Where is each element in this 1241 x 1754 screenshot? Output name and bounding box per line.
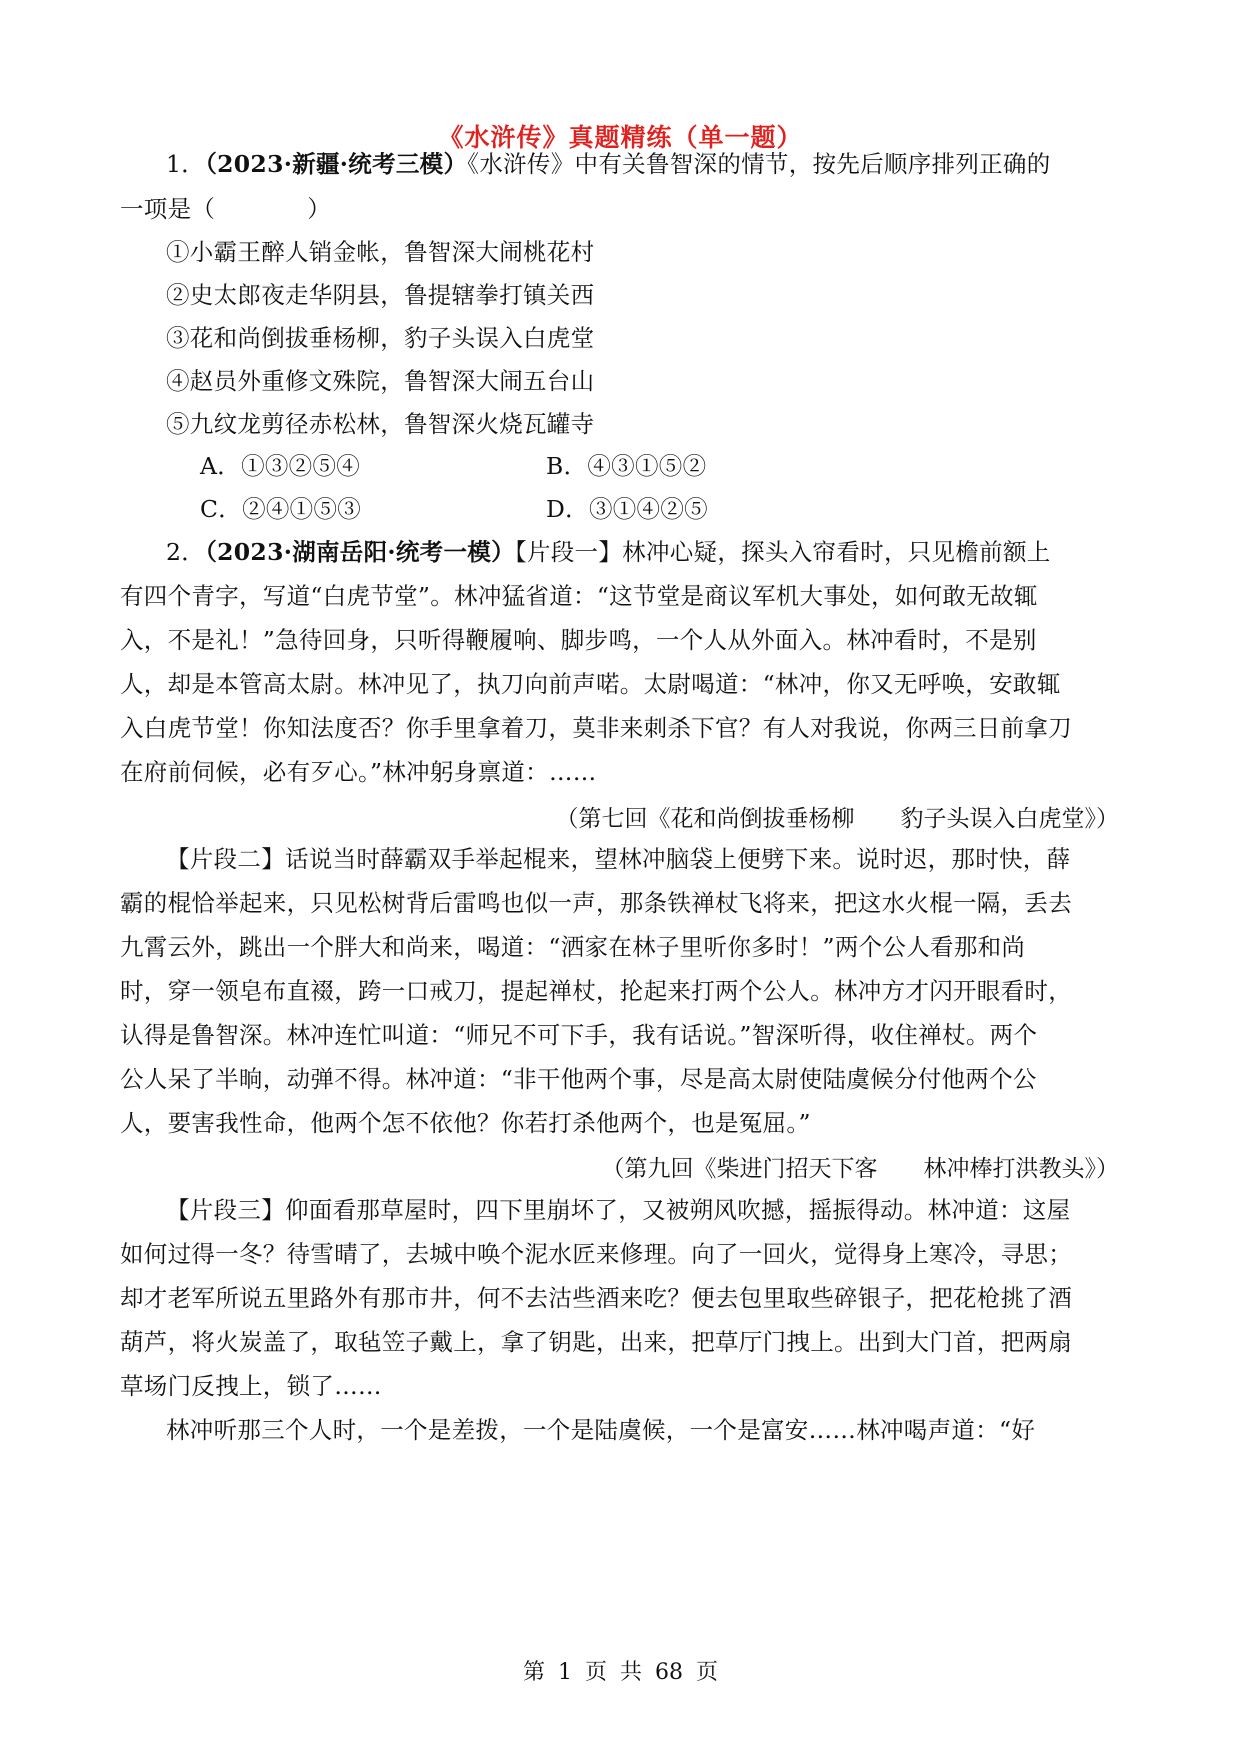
passage-line: 却才老军所说五里路外有那市井，何不去沽些酒来吃？便去包里取些碎银子，把花枪挑了酒: [120, 1284, 1072, 1312]
passage-source: （第七回《花和尚倒拔垂杨柳 豹子头误入白虎堂》）: [555, 806, 1119, 832]
q1-item: ②史太郎夜走华阴县，鲁提辖拳打镇关西: [166, 281, 595, 309]
passage-line: 认得是鲁智深。林冲连忙叫道：“师兄不可下手，我有话说。”智深听得，收住禅杖。两个: [120, 1021, 1038, 1049]
passage-line: 林冲听那三个人时，一个是差拨，一个是陆虞候，一个是富安……林冲喝声道：“好: [166, 1416, 1036, 1444]
q1-option-d: D．③①④②⑤: [546, 495, 708, 523]
q1-option-c: C．②④①⑤③: [200, 495, 362, 523]
passage-line: 人，要害我性命，他两个怎不依他？你若打杀他两个，也是冤屈。”: [120, 1109, 811, 1137]
passage-line: 入白虎节堂！你知法度否？你手里拿着刀，莫非来刺杀下官？有人对我说，你两三日前拿刀: [120, 714, 1072, 742]
q1-item: ④赵员外重修文殊院，鲁智深大闹五台山: [166, 367, 595, 395]
q2-passage1-text: 【片段一】林冲心疑，探头入帘看时，只见檐前额上: [514, 538, 1051, 566]
passage-line: 九霄云外，跳出一个胖大和尚来，喝道：“洒家在林子里听你多时！”两个公人看那和尚: [120, 933, 1026, 961]
passage-line: 公人呆了半晌，动弹不得。林冲道：“非干他两个事，尽是高太尉使陆虞候分付他两个公: [120, 1065, 1037, 1093]
q1-stem-line-2: [120, 193, 331, 225]
passage-line: 有四个青字，写道“白虎节堂”。林冲猛省道：“这节堂是商议军机大事处，如何敢无故辄: [120, 582, 1038, 610]
page-footer: 第 1 页 共 68 页: [523, 1660, 718, 1685]
q1-number: 1．: [166, 150, 206, 178]
passage-line: 时，穿一领皂布直裰，跨一口戒刀，提起禅杖，抡起来打两个公人。林冲方才闪开眼看时，: [120, 977, 1072, 1005]
passage-line: 在府前伺候，必有歹心。”林冲躬身禀道：……: [120, 758, 597, 786]
passage-line: 入，不是礼！”急待回身，只听得鞭履响、脚步鸣，一个人从外面入。林冲看时，不是别: [120, 626, 1037, 654]
passage-line: 草场门反拽上，锁了……: [120, 1372, 382, 1400]
passage-line: 葫芦，将火炭盖了，取毡笠子戴上，拿了钥匙，出来，把草厅门拽上。出到大门首，把两扇: [120, 1328, 1072, 1356]
q1-option-a: A．①③②⑤④: [200, 452, 361, 480]
q1-stem-line: [166, 148, 1051, 180]
q1-item: ①小霸王醉人销金帐，鲁智深大闹桃花村: [166, 238, 595, 266]
q1-item: ⑤九纹龙剪径赤松林，鲁智深火烧瓦罐寺: [166, 410, 595, 438]
passage-line: 霸的棍恰举起来，只见松树背后雷鸣也似一声，那条铁禅杖飞将来，把这水火棍一隔，丢去: [120, 889, 1072, 917]
passage-line: 如何过得一冬？待雪晴了，去城中唤个泥水匠来修理。向了一回火，觉得身上寒冷，寻思；: [120, 1240, 1072, 1268]
q1-stem-text-2: 一项是（: [120, 195, 216, 223]
passage-source: （第九回《柴进门招天下客 林冲棒打洪教头》）: [601, 1156, 1119, 1182]
q1-stem-bracket: ）: [307, 195, 332, 223]
document-title: 《水浒传》真题精练（单一题）: [438, 123, 803, 152]
q1-source-tag: （2023·新疆·统考三模）: [205, 150, 468, 178]
q2-number: 2．: [166, 538, 206, 566]
q1-item: ③花和尚倒拔垂杨柳，豹子头误入白虎堂: [166, 324, 595, 352]
passage-line: 【片段三】仰面看那草屋时，四下里崩坏了，又被朔风吹撼，摇振得动。林冲道：这屋: [166, 1196, 1071, 1224]
q2-source-tag: （2023·湖南岳阳·统考一模）: [205, 538, 515, 566]
passage-line: 【片段二】话说当时薛霸双手举起棍来，望林冲脑袋上便劈下来。说时迟，那时快，薛: [166, 845, 1071, 873]
q1-option-b: B．④③①⑤②: [546, 452, 707, 480]
q2-stem-line: [166, 536, 1051, 568]
passage-line: 人，却是本管高太尉。林冲见了，执刀向前声喏。太尉喝道：“林冲，你又无呼唤，安敢辄: [120, 670, 1061, 698]
q1-stem-text: 《水浒传》中有关鲁智深的情节，按先后顺序排列正确的: [467, 150, 1051, 178]
